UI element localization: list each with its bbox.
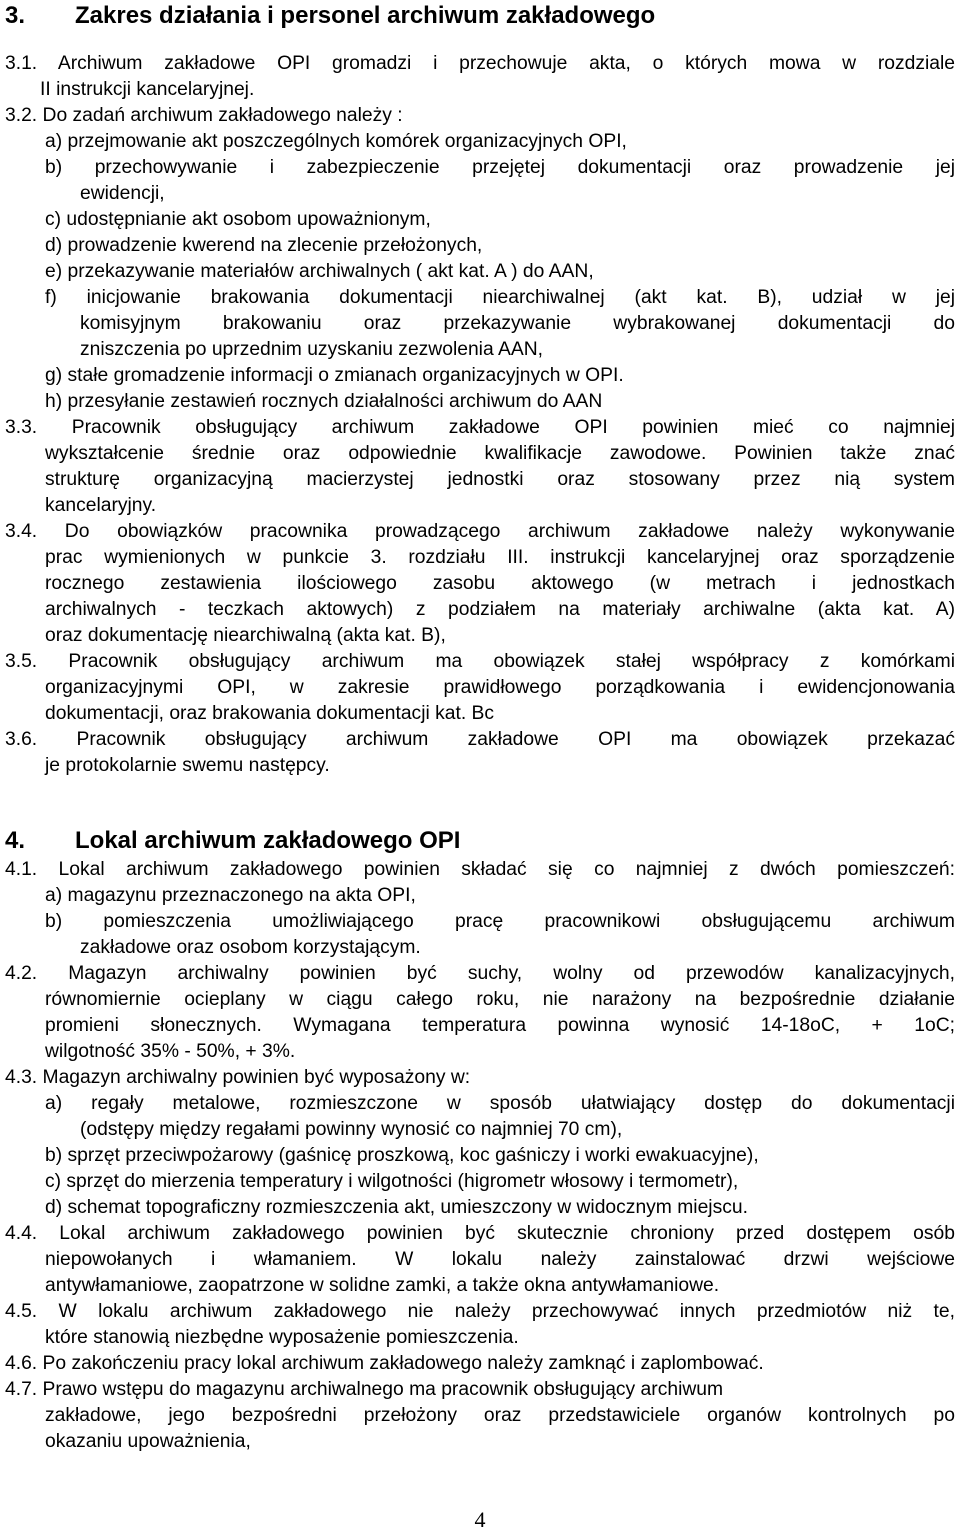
section-4-line-9: 4.3. Magazyn archiwalny powinien być wyposażony w: <box>5 1067 471 1088</box>
section-3-line-4: a) przejmowanie akt poszczególnych komórek organizacyjnych OPI, <box>45 131 627 152</box>
section-3-line-19: 3.4. Do obowiązków pracownika prowadzącego archiwum zakładowe należy wykonywanie <box>5 521 955 542</box>
page-number: 4 <box>474 1507 486 1532</box>
section-4-line-18: 4.5. W lokalu archiwum zakładowego nie należy przechowywać innych przedmiotów niż te, <box>5 1301 955 1322</box>
section-3-line-18: kancelaryjny. <box>45 495 157 516</box>
section-3-line-6: ewidencji, <box>80 183 165 204</box>
section-4-line-17: antywłamaniowe, zaopatrzone w solidne zamki, a także okna antywłamaniowe. <box>45 1275 720 1296</box>
section-4-line-22: zakładowe, jego bezpośredni przełożony oraz przedstawiciele organów kontrolnych po <box>45 1405 955 1426</box>
section-3-line-17: strukturę organizacyjną macierzystej jednostki oraz stosowany przez nią system <box>45 469 955 490</box>
section-3-line-8: d) prowadzenie kwerend na zlecenie przełożonych, <box>45 235 483 256</box>
section-4-line-2: a) magazynu przeznaczonego na akta OPI, <box>45 885 416 906</box>
section-3-line-26: dokumentacji, oraz brakowania dokumentacji kat. Bc <box>45 703 495 724</box>
section-3-line-3: 3.2. Do zadań archiwum zakładowego należy : <box>5 105 403 126</box>
section-4-line-13: c) sprzęt do mierzenia temperatury i wilgotności (higrometr włosowy i termometr), <box>45 1171 739 1192</box>
section-4-heading <box>5 827 460 855</box>
section-4-number: 4. <box>5 827 26 854</box>
section-3-line-15: 3.3. Pracownik obsługujący archiwum zakładowe OPI powinien mieć co najmniej <box>5 417 955 438</box>
section-4-line-12: b) sprzęt przeciwpożarowy (gaśnicę proszkową, koc gaśniczy i worki ewakuacyjne), <box>45 1145 759 1166</box>
section-3-line-28: je protokolarnie swemu następcy. <box>45 755 330 776</box>
section-4-line-21: 4.7. Prawo wstępu do magazynu archiwalnego ma pracownik obsługujący archiwum <box>5 1379 724 1400</box>
section-4-line-20: 4.6. Po zakończeniu pracy lokal archiwum zakładowego należy zamknąć i zaplombować. <box>5 1353 764 1374</box>
section-3-line-2: II instrukcji kancelaryjnej. <box>40 79 255 100</box>
section-3-line-24: 3.5. Pracownik obsługujący archiwum ma obowiązek stałej współpracy z komórkami <box>5 651 955 672</box>
section-3-line-1: 3.1. Archiwum zakładowe OPI gromadzi i przechowuje akta, o których mowa w rozdziale <box>5 53 955 74</box>
section-3-line-21: rocznego zestawienia ilościowego zasobu aktowego (w metrach i jednostkach <box>45 573 955 594</box>
section-3-line-14: h) przesyłanie zestawień rocznych działalności archiwum do AAN <box>45 391 603 412</box>
section-4-line-23: okazaniu upoważnienia, <box>45 1431 251 1452</box>
section-3-line-22: archiwalnych - teczkach aktowych) z podziałem na materiały archiwalne (akta kat. A) <box>45 599 955 620</box>
section-3-line-5: b) przechowywanie i zabezpieczenie przejętej dokumentacji oraz prowadzenie jej <box>45 157 955 178</box>
section-4-line-3: b) pomieszczenia umożliwiającego pracę pracownikowi obsługującemu archiwum <box>45 911 955 932</box>
section-4-line-14: d) schemat topograficzny rozmieszczenia akt, umieszczony w widocznym miejscu. <box>45 1197 748 1218</box>
section-4-line-8: wilgotność 35% - 50%, + 3%. <box>45 1041 296 1062</box>
section-4-line-16: niepowołanych i włamaniem. W lokalu należy zainstalować drzwi wejściowe <box>45 1249 955 1270</box>
section-3-line-27: 3.6. Pracownik obsługujący archiwum zakładowe OPI ma obowiązek przekazać <box>5 729 955 750</box>
section-3-number: 3. <box>5 2 26 29</box>
section-3-line-23: oraz dokumentację niearchiwalną (akta kat. B), <box>45 625 446 646</box>
section-4-line-6: równomiernie ocieplany w ciągu całego roku, nie narażony na bezpośrednie działanie <box>45 989 955 1010</box>
section-3-title: Zakres działania i personel archiwum zakładowego <box>75 2 656 29</box>
section-3-line-25: organizacyjnymi OPI, w zakresie prawidłowego porządkowania i ewidencjonowania <box>45 677 955 698</box>
section-3-line-13: g) stałe gromadzenie informacji o zmianach organizacyjnych w OPI. <box>45 365 624 386</box>
section-3-heading <box>5 2 655 30</box>
section-3-line-12: zniszczenia po uprzednim uzyskaniu zezwolenia AAN, <box>80 339 543 360</box>
section-3-line-7: c) udostępnianie akt osobom upoważnionym, <box>45 209 431 230</box>
section-4-line-10: a) regały metalowe, rozmieszczone w sposób ułatwiający dostęp do dokumentacji <box>45 1093 955 1114</box>
section-4-line-4: zakładowe oraz osobom korzystającym. <box>80 937 421 958</box>
section-4-line-19: które stanowią niezbędne wyposażenie pomieszczenia. <box>45 1327 519 1348</box>
section-4-line-11: (odstępy między regałami powinny wynosić co najmniej 70 cm), <box>80 1119 623 1140</box>
section-3-line-20: prac wymienionych w punkcie 3. rozdziału III. instrukcji kancelaryjnej oraz sporządzenie <box>45 547 955 568</box>
section-4-line-15: 4.4. Lokal archiwum zakładowego powinien być skutecznie chroniony przed dostępem osób <box>5 1223 955 1244</box>
section-4-line-5: 4.2. Magazyn archiwalny powinien być suchy, wolny od przewodów kanalizacyjnych, <box>5 963 955 984</box>
section-3-line-11: komisyjnym brakowaniu oraz przekazywanie wybrakowanej dokumentacji do <box>80 313 955 334</box>
section-3-line-16: wykształcenie średnie oraz odpowiednie kwalifikacje zawodowe. Powinien także znać <box>45 443 955 464</box>
section-4-title: Lokal archiwum zakładowego OPI <box>75 827 461 854</box>
section-3-line-9: e) przekazywanie materiałów archiwalnych ( akt kat. A ) do AAN, <box>45 261 594 282</box>
section-4-line-1: 4.1. Lokal archiwum zakładowego powinien składać się co najmniej z dwóch pomieszczeń: <box>5 859 955 880</box>
section-3-line-10: f) inicjowanie brakowania dokumentacji niearchiwalnej (akt kat. B), udział w jej <box>45 287 955 308</box>
section-4-line-7: promieni słonecznych. Wymagana temperatura powinna wynosić 14-18oC, + 1oC; <box>45 1015 955 1036</box>
